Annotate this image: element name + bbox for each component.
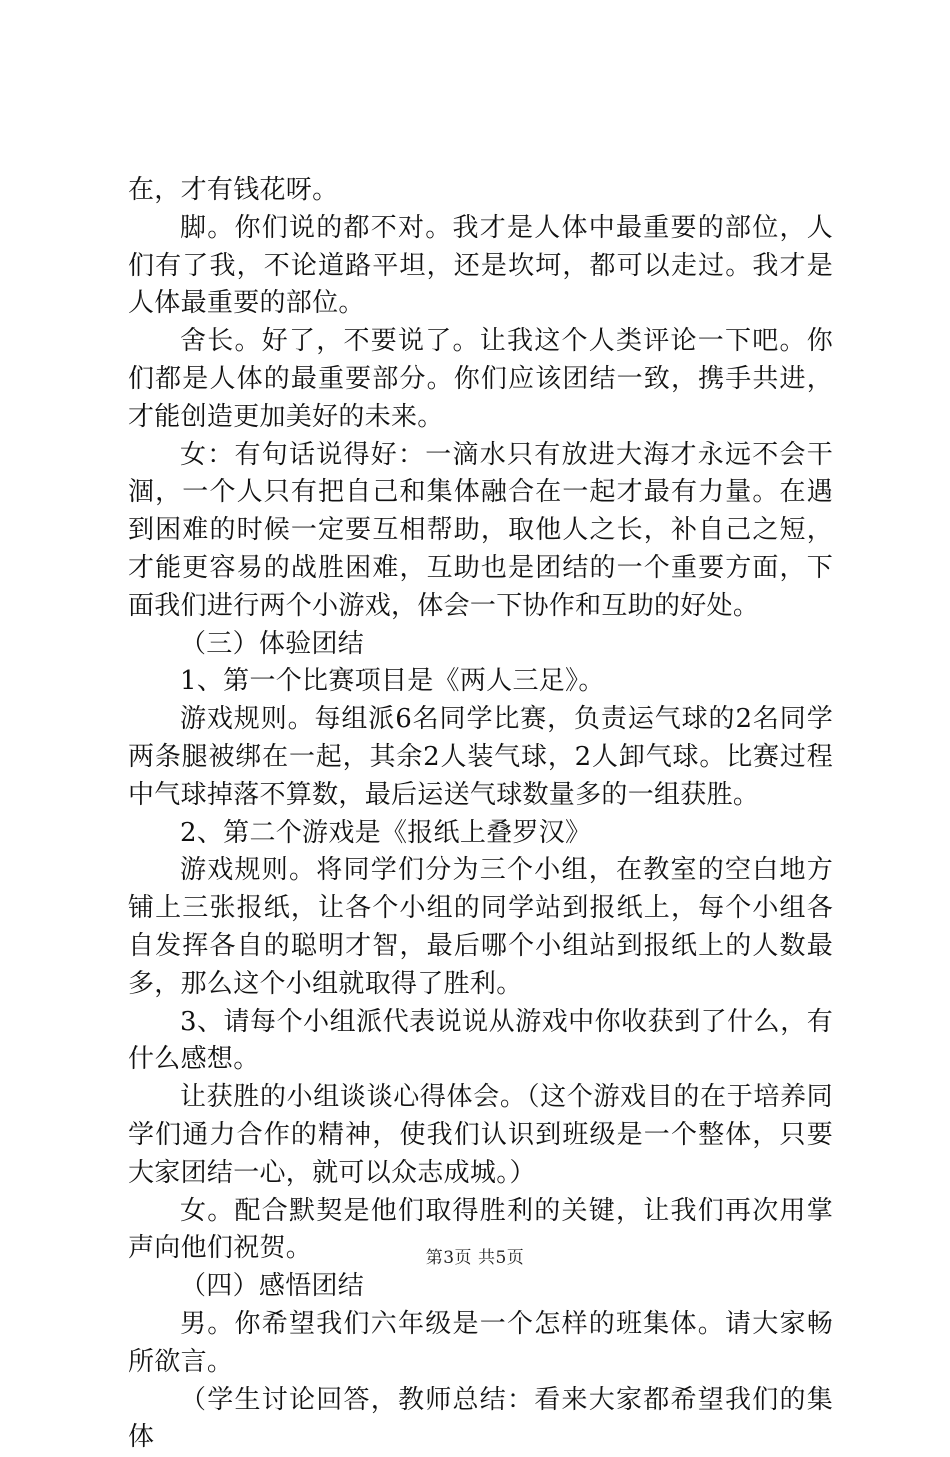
section-heading-4: （四）感悟团结 <box>128 1268 833 1306</box>
paragraph-4: 女：有句话说得好：一滴水只有放进大海才永远不会干涸，一个人只有把自己和集体融合在一起才最有力量。在遇到困难的时候一定要互相帮助，取他人之长，补自己之短，才能更容易的战胜困难，互助也是团结的一个重要方面，下面我们进行两个小游戏，体会一下协作和互助的好处。 <box>128 437 833 626</box>
paragraph-14: 男。你希望我们六年级是一个怎样的班集体。请大家畅所欲言。 <box>128 1306 833 1382</box>
paragraph-12: 女。配合默契是他们取得胜利的关键，让我们再次用掌声向他们祝贺。 <box>128 1193 833 1269</box>
paragraph-8: 2、第二个游戏是《报纸上叠罗汉》 <box>128 815 833 853</box>
paragraph-9: 游戏规则。将同学们分为三个小组，在教室的空白地方铺上三张报纸，让各个小组的同学站到报纸上，每个小组各自发挥各自的聪明才智，最后哪个小组站到报纸上的人数最多，那么这个小组就取得了胜利。 <box>128 852 833 1003</box>
paragraph-6: 1、第一个比赛项目是《两人三足》。 <box>128 663 833 701</box>
paragraph-1: 在，才有钱花呀。 <box>128 172 833 210</box>
paragraph-2: 脚。你们说的都不对。我才是人体中最重要的部位，人们有了我，不论道路平坦，还是坎坷，都可以走过。我才是人体最重要的部位。 <box>128 210 833 323</box>
paragraph-3: 舍长。好了，不要说了。让我这个人类评论一下吧。你们都是人体的最重要部分。你们应该团结一致，携手共进，才能创造更加美好的未来。 <box>128 323 833 436</box>
paragraph-11: 让获胜的小组谈谈心得体会。（这个游戏目的在于培养同学们通力合作的精神，使我们认识到班级是一个整体，只要大家团结一心，就可以众志成城。） <box>128 1079 833 1192</box>
page-number-label: 第3页 共5页 <box>426 1248 525 1268</box>
section-heading-3: （三）体验团结 <box>128 626 833 664</box>
paragraph-15: （学生讨论回答，教师总结：看来大家都希望我们的集体 <box>128 1382 833 1457</box>
page-footer <box>0 1243 950 1268</box>
paragraph-7: 游戏规则。每组派6名同学比赛，负责运气球的2名同学两条腿被绑在一起，其余2人装气球，2人卸气球。比赛过程中气球掉落不算数，最后运送气球数量多的一组获胜。 <box>128 701 833 814</box>
paragraph-10: 3、请每个小组派代表说说从游戏中你收获到了什么，有什么感想。 <box>128 1004 833 1080</box>
